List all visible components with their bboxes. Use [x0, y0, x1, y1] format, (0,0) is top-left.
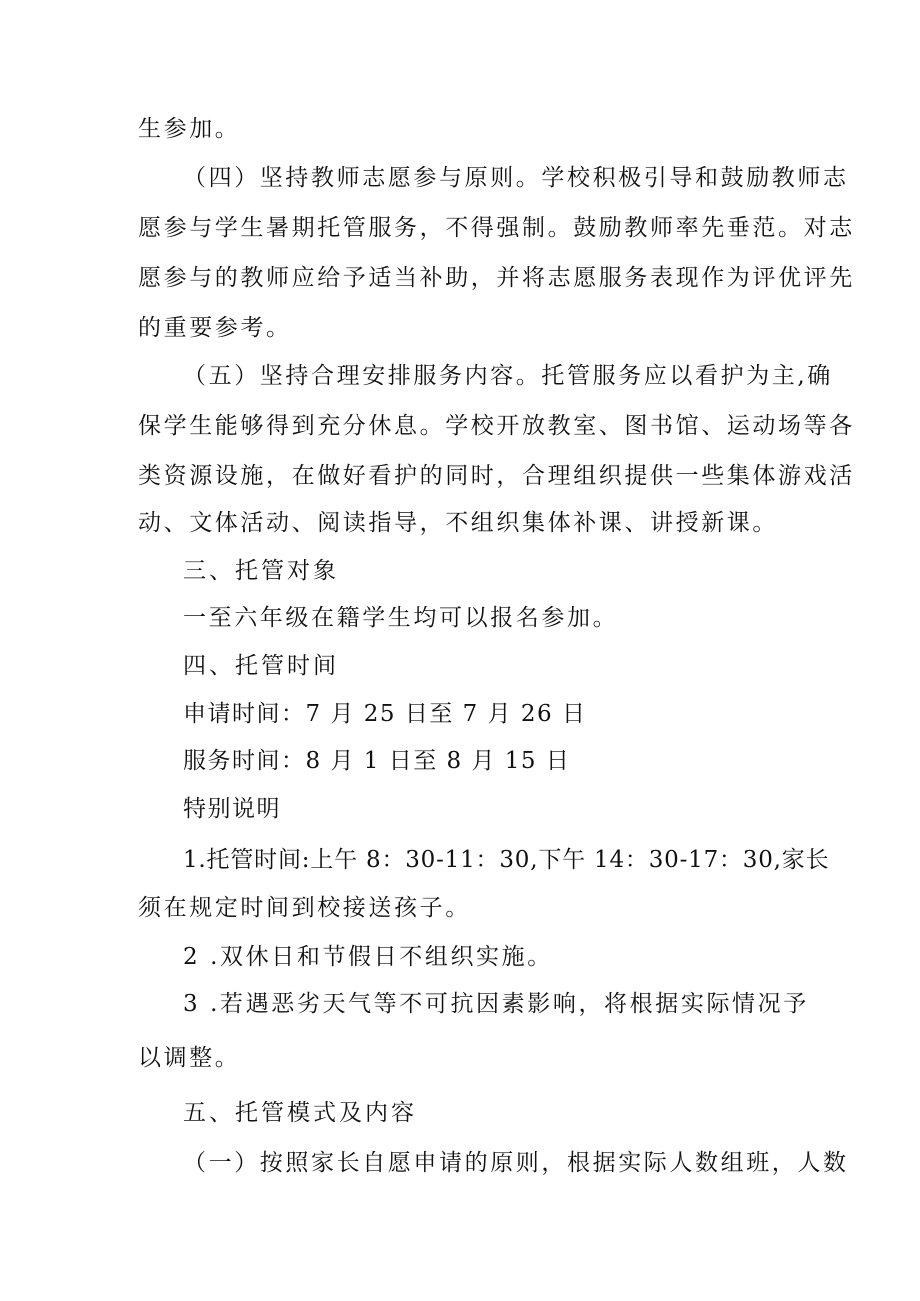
paragraph-intro-tail: 生参加。: [138, 116, 241, 142]
note-1-line-2: 须在规定时间到校接送孩子。: [138, 895, 471, 921]
paragraph-line: 愿参与学生暑期托管服务，不得强制。鼓励教师率先垂范。对志: [138, 215, 855, 241]
section-heading-target: 三、托管对象: [183, 558, 339, 584]
paragraph-line: 动、文体活动、阅读指导，不组织集体补课、讲授新课。: [138, 510, 778, 536]
note-3-line-1: 3 .若遇恶劣天气等不可抗因素影响，将根据实际情况予: [183, 991, 809, 1017]
special-notes-title: 特别说明: [183, 796, 281, 822]
mode-item-1-line-1: （一）按照家长自愿申请的原则，根据实际人数组班，人数: [183, 1150, 849, 1176]
paragraph-line: 愿参与的教师应给予适当补助，并将志愿服务表现作为评优评先: [138, 265, 855, 291]
section-heading-mode: 五、托管模式及内容: [183, 1100, 417, 1126]
note-2: 2 .双休日和节假日不组织实施。: [183, 944, 553, 970]
paragraph-line: 类资源设施，在做好看护的同时，合理组织提供一些集体游戏活: [138, 463, 855, 489]
paragraph-line: （四）坚持教师志愿参与原则。学校积极引导和鼓励教师志: [183, 165, 849, 191]
paragraph-line: 的重要参考。: [138, 315, 292, 341]
section-heading-time: 四、托管时间: [183, 653, 339, 679]
service-time: 服务时间：8 月 1 日至 8 月 15 日: [183, 748, 571, 774]
paragraph-line: （五）坚持合理安排服务内容。托管服务应以看护为主,确: [183, 363, 833, 389]
note-1-line-1: 1.托管时间:上午 8：30-11：30,下午 14：30-17：30,家长: [183, 847, 830, 873]
apply-time: 申请时间：7 月 25 日至 7 月 26 日: [183, 701, 587, 727]
section-target-body: 一至六年级在籍学生均可以报名参加。: [183, 605, 619, 631]
paragraph-line: 保学生能够得到充分休息。学校开放教室、图书馆、运动场等各: [138, 413, 855, 439]
note-3-line-2: 以调整。: [138, 1045, 241, 1071]
